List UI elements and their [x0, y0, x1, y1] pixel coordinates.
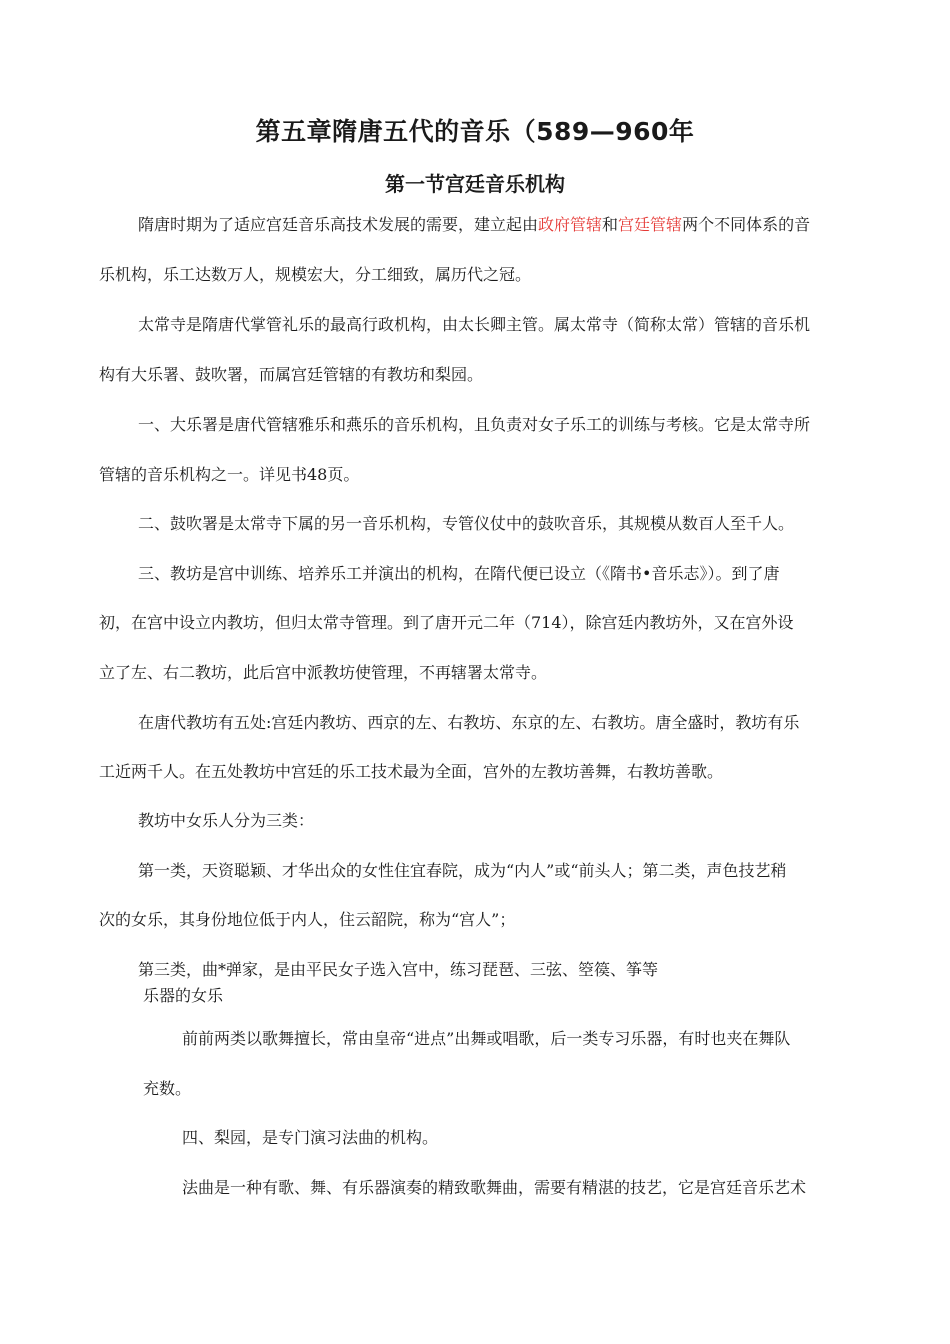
paragraph-line: 在唐代教坊有五处:宫廷内教坊、西京的左、右教坊、东京的左、右教坊。唐全盛时，教坊有乐 [138, 713, 800, 732]
paragraph-line: 四、梨园，是专门演习法曲的机构。 [182, 1128, 439, 1147]
paragraph-line: 充数。 [143, 1079, 192, 1098]
paragraph-line: 次的女乐，其身份地位低于内人，住云韶院，称为“宫人”； [99, 910, 516, 929]
highlight-court: 宫廷管辖 [618, 215, 683, 234]
paragraph-line: 管辖的音乐机构之一。详见书48页。 [99, 465, 360, 484]
paragraph-line: 太常寺是隋唐代掌管礼乐的最高行政机构，由太长卿主管。属太常寺（简称太常）管辖的音乐机 [138, 315, 811, 334]
paragraph-line: 构有大乐署、鼓吹署，而属宫廷管辖的有教坊和梨园。 [99, 365, 484, 384]
paragraph-line: 法曲是一种有歌、舞、有乐器演奏的精致歌舞曲，需要有精湛的技艺，它是宫廷音乐艺术 [182, 1178, 807, 1197]
paragraph-line: 工近两千人。在五处教坊中宫廷的乐工技术最为全面，宫外的左教坊善舞，右教坊善歌。 [99, 762, 724, 781]
paragraph-line: 立了左、右二教坊，此后宫中派教坊使管理，不再辖署太常寺。 [99, 663, 548, 682]
paragraph-line [138, 214, 810, 236]
paragraph-line: 一、大乐署是唐代管辖雅乐和燕乐的音乐机构，且负责对女子乐工的训练与考核。它是太常寺所 [138, 415, 811, 434]
text-run: 两个不同体系的音 [682, 215, 811, 234]
paragraph-line: 第一类，天资聪颖、才华出众的女性住宜春院，成为“内人”或“前头人；第二类，声色技艺稍 [138, 861, 787, 880]
section-title: 第一节宫廷音乐机构 [385, 172, 565, 196]
paragraph-line: 前前两类以歌舞擅长，常由皇帝“进点”出舞或唱歌，后一类专习乐器，有时也夹在舞队 [182, 1029, 791, 1048]
paragraph-line: 乐器的女乐 [143, 986, 224, 1005]
paragraph-line: 初，在宫中设立内教坊，但归太常寺管理。到了唐开元二年（714），除宫廷内教坊外，又在宫外设 [99, 613, 794, 632]
paragraph-line: 第三类，曲*弹家，是由平民女子选入宫中，练习琵琶、三弦、箜篌、筝等 [138, 960, 659, 979]
paragraph-line: 三、教坊是宫中训练、培养乐工并演出的机构，在隋代便已设立（《隋书•音乐志》）。到了唐 [138, 564, 780, 583]
paragraph-line: 教坊中女乐人分为三类： [138, 811, 315, 830]
highlight-government: 政府管辖 [538, 215, 603, 234]
paragraph-line: 乐机构，乐工达数万人，规模宏大，分工细致，属历代之冠。 [99, 265, 532, 284]
text-run: 隋唐时期为了适应宫廷音乐高技术发展的需要，建立起由 [138, 215, 539, 234]
paragraph-line: 二、鼓吹署是太常寺下属的另一音乐机构，专管仪仗中的鼓吹音乐，其规模从数百人至千人。 [138, 514, 795, 533]
chapter-title: 第五章隋唐五代的音乐（589—960年 [255, 117, 695, 146]
text-run: 和 [602, 215, 619, 234]
